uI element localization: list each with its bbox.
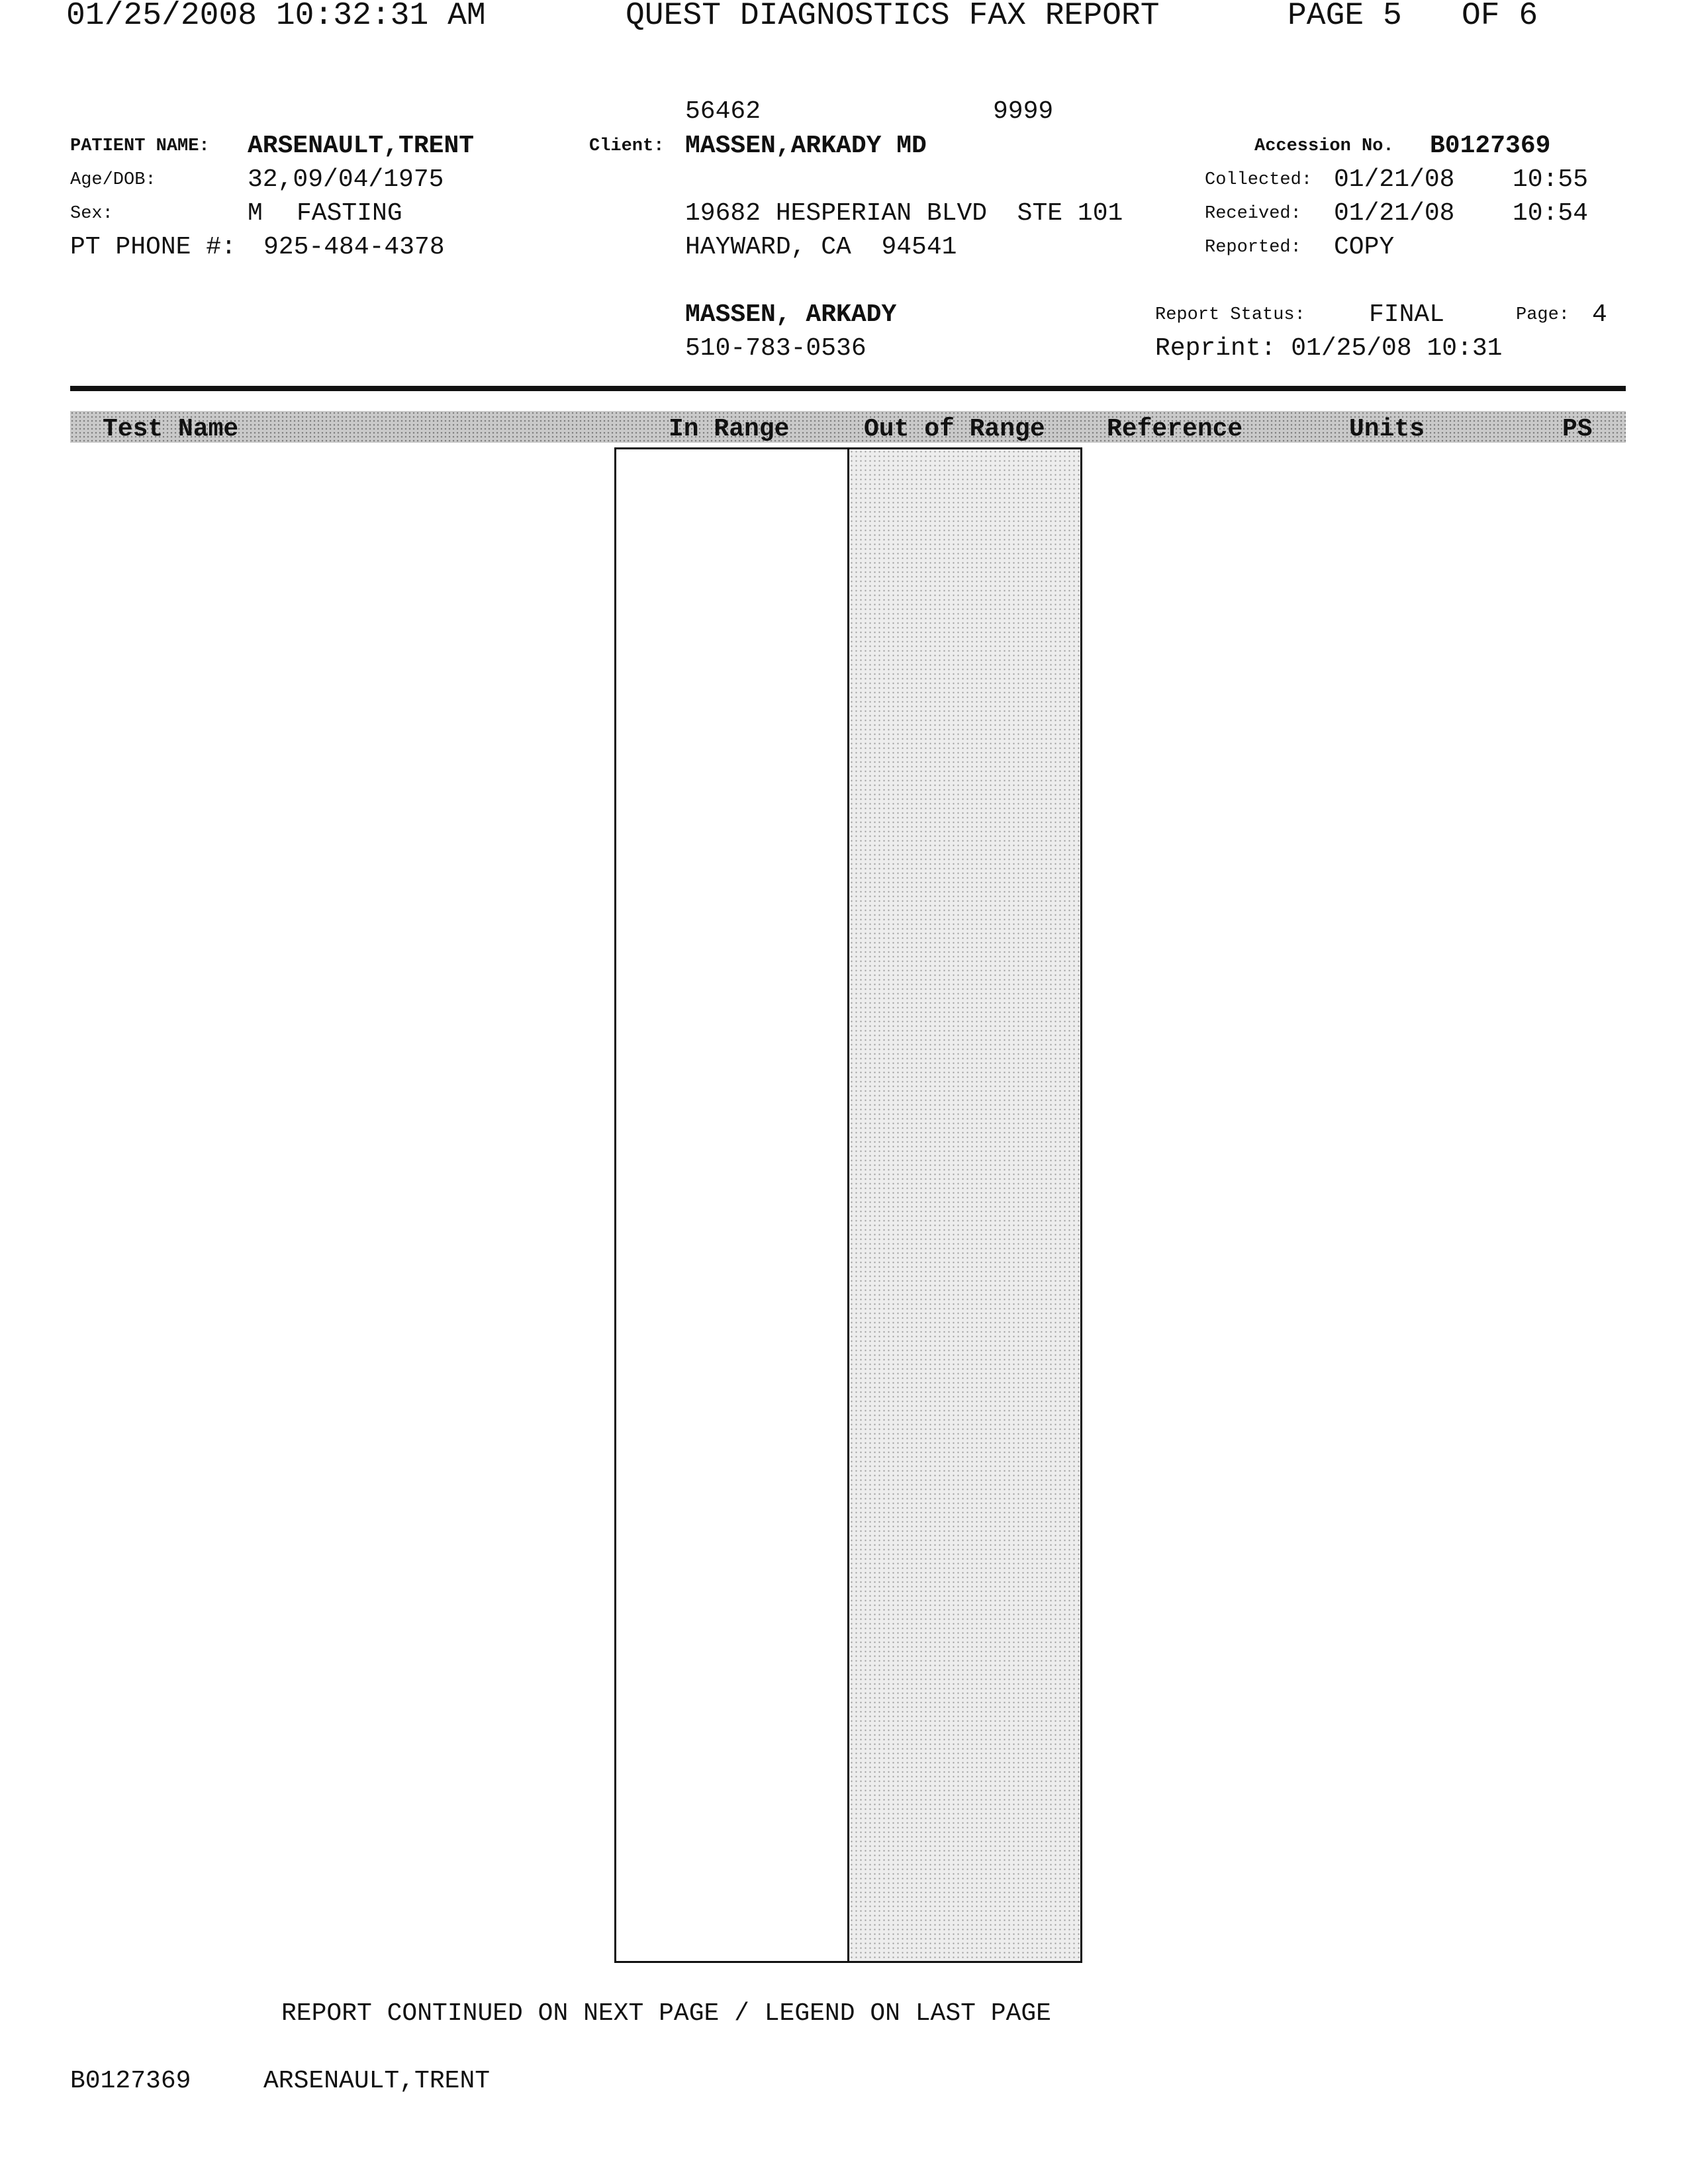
in-range-column xyxy=(614,447,849,1963)
physician-phone: 510-783-0536 xyxy=(685,334,867,363)
age-dob-value: 32,09/04/1975 xyxy=(248,165,444,194)
accession-label: Accession No. xyxy=(1254,136,1394,156)
fax-page-total: OF 6 xyxy=(1462,0,1538,34)
age-dob-label: Age/DOB: xyxy=(70,170,156,190)
client-address-line2: HAYWARD, CA 94541 xyxy=(685,233,957,261)
col-in-range: In Range xyxy=(669,415,790,443)
received-time: 10:54 xyxy=(1513,199,1589,228)
report-page: 4 xyxy=(1592,300,1607,329)
fax-timestamp: 01/25/2008 10:32:31 AM xyxy=(66,0,486,34)
fax-page: PAGE 5 xyxy=(1288,0,1402,34)
fasting-flag: FASTING xyxy=(297,199,402,228)
col-out-of-range: Out of Range xyxy=(864,415,1045,443)
client-code-1: 56462 xyxy=(685,97,761,126)
collected-label: Collected: xyxy=(1205,170,1313,190)
col-ps: PS xyxy=(1562,415,1593,443)
sex-value: M xyxy=(248,199,263,228)
col-test-name: Test Name xyxy=(103,415,239,443)
report-continued-note: REPORT CONTINUED ON NEXT PAGE / LEGEND ON LAST PAGE xyxy=(281,1999,1051,2028)
accession-number: B0127369 xyxy=(1430,132,1551,160)
reported-label: Reported: xyxy=(1205,238,1301,257)
header-rule xyxy=(70,386,1626,391)
collected-time: 10:55 xyxy=(1513,165,1589,194)
patient-phone: 925-484-4378 xyxy=(263,233,445,261)
received-label: Received: xyxy=(1205,204,1301,224)
report-status-label: Report Status: xyxy=(1155,305,1305,325)
col-reference: Reference xyxy=(1107,415,1243,443)
footer-accession: B0127369 xyxy=(70,2067,191,2095)
reprint-info: Reprint: 01/25/08 10:31 xyxy=(1155,334,1503,363)
collected-date: 01/21/08 xyxy=(1334,165,1455,194)
client-name: MASSEN,ARKADY MD xyxy=(685,132,927,160)
client-code-2: 9999 xyxy=(993,97,1054,126)
client-label: Client: xyxy=(589,136,665,156)
report-page-label: Page: xyxy=(1516,305,1570,325)
col-units: Units xyxy=(1349,415,1425,443)
footer-patient: ARSENAULT,TRENT xyxy=(263,2067,491,2095)
fax-title: QUEST DIAGNOSTICS FAX REPORT xyxy=(626,0,1160,34)
report-status: FINAL xyxy=(1369,300,1445,329)
received-date: 01/21/08 xyxy=(1334,199,1455,228)
reported-value: COPY xyxy=(1334,233,1395,261)
physician-name: MASSEN, ARKADY xyxy=(685,300,897,329)
patient-name: ARSENAULT,TRENT xyxy=(248,132,475,160)
patient-name-label: PATIENT NAME: xyxy=(70,136,210,156)
patient-phone-label: PT PHONE #: xyxy=(70,233,236,261)
client-address-line1: 19682 HESPERIAN BLVD STE 101 xyxy=(685,199,1123,228)
sex-label: Sex: xyxy=(70,204,113,224)
out-of-range-column xyxy=(847,447,1082,1963)
